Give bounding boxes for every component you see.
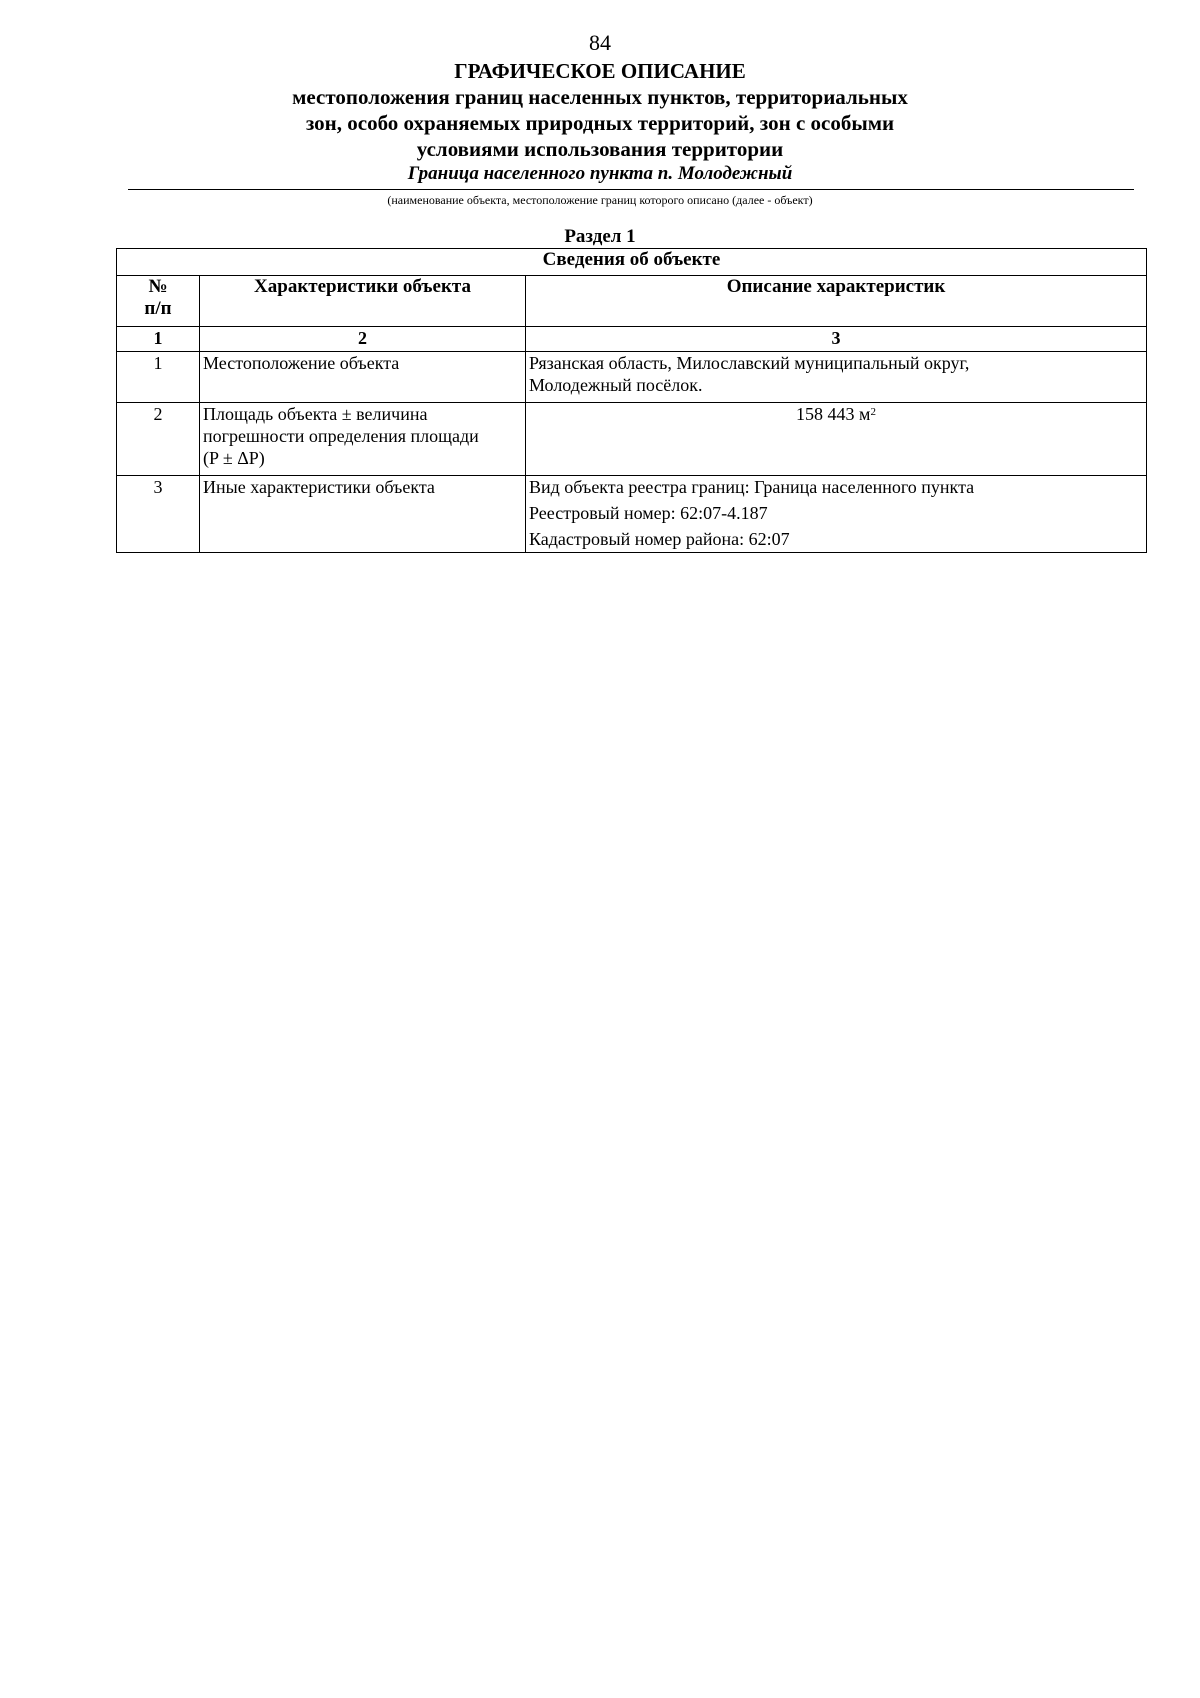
description-line: Рязанская область, Милославский муниципальный округ, xyxy=(529,353,970,373)
table-row xyxy=(117,403,1147,476)
characteristic-line: погрешности определения площади xyxy=(203,426,479,446)
row-number: 3 xyxy=(117,476,200,553)
column-number-3: 3 xyxy=(526,327,1147,352)
area-value: 158 443 м xyxy=(796,404,871,424)
section-title: Раздел 1 xyxy=(564,226,636,247)
object-caption: (наименование объекта, местоположение границ которого описано (далее - объект) xyxy=(387,193,813,207)
column-number-1: 1 xyxy=(117,327,200,352)
object-name-underline xyxy=(128,189,1134,190)
table-caption-row xyxy=(117,249,1147,276)
column-number-2: 2 xyxy=(200,327,526,352)
object-name: Граница населенного пункта п. Молодежный xyxy=(407,163,793,184)
table-caption: Сведения об объекте xyxy=(117,249,1147,276)
row-number: 2 xyxy=(117,403,200,476)
title-line-2: местоположения границ населенных пунктов, территориальных xyxy=(292,85,908,109)
row-characteristic xyxy=(200,403,526,476)
header-characteristics: Характеристики объекта xyxy=(200,276,526,327)
characteristic-line: Площадь объекта ± величина xyxy=(203,404,428,424)
header-number xyxy=(117,276,200,327)
object-info-table xyxy=(116,248,1147,553)
table-row xyxy=(117,352,1147,403)
description-line: Кадастровый номер района: 62:07 xyxy=(529,529,790,549)
header-number-line-1: № xyxy=(148,276,168,297)
row-characteristic: Иные характеристики объекта xyxy=(200,476,526,553)
title-line-1: ГРАФИЧЕСКОЕ ОПИСАНИЕ xyxy=(454,59,746,83)
title-line-3: зон, особо охраняемых природных территорий, зон с особыми xyxy=(305,111,895,135)
page-number: 84 xyxy=(589,30,611,55)
header-description: Описание характеристик xyxy=(526,276,1147,327)
table-header-row xyxy=(117,276,1147,327)
table-row xyxy=(117,476,1147,553)
area-value-cell xyxy=(526,403,1147,476)
description-line: Вид объекта реестра границ: Граница населенного пункта xyxy=(529,477,975,497)
document-title xyxy=(0,58,1200,162)
description-line: Реестровый номер: 62:07-4.187 xyxy=(529,503,768,523)
description-line: Молодежный посёлок. xyxy=(529,375,703,395)
column-number-row xyxy=(117,327,1147,352)
header-number-line-2: п/п xyxy=(144,298,172,319)
row-description xyxy=(526,352,1147,403)
characteristic-line: (P ± ΔP) xyxy=(203,448,265,468)
area-unit-superscript: 2 xyxy=(870,406,876,418)
row-number: 1 xyxy=(117,352,200,403)
row-description xyxy=(526,476,1147,553)
row-characteristic: Местоположение объекта xyxy=(200,352,526,403)
title-line-4: условиями использования территории xyxy=(416,137,784,161)
